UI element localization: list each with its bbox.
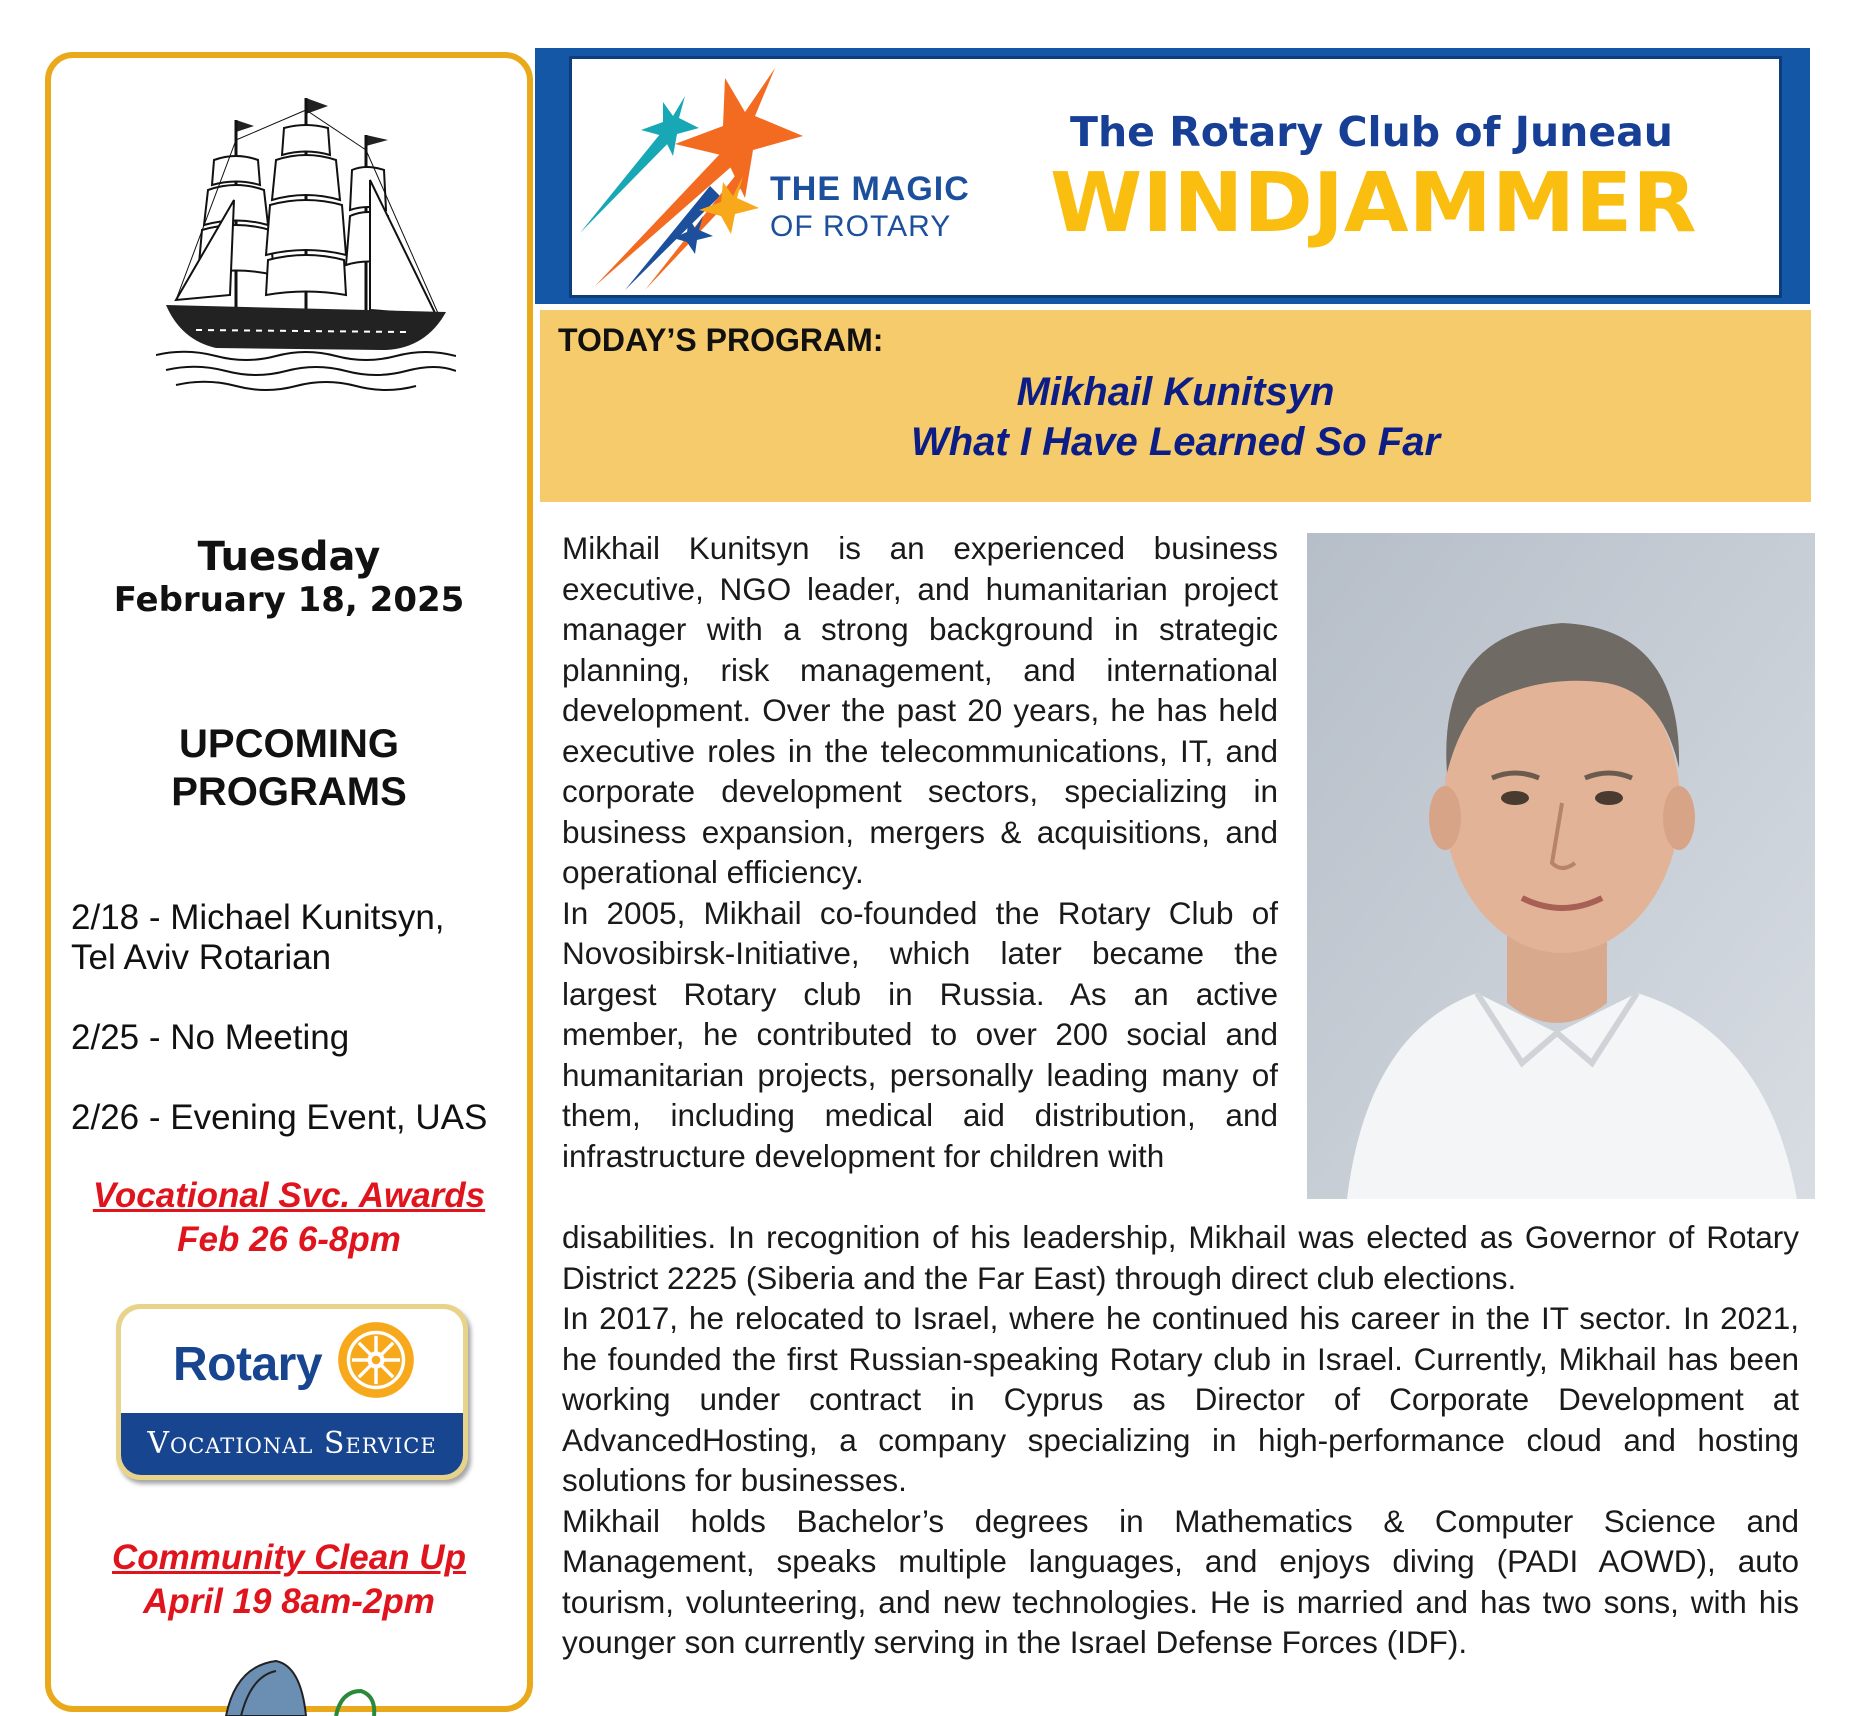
event-time: April 19 8am-2pm xyxy=(143,1582,435,1621)
rotary-wheel-icon xyxy=(333,1317,419,1403)
newsletter-title: WINDJAMMER xyxy=(1050,156,1697,251)
program-label: TODAY’S PROGRAM: xyxy=(558,322,884,358)
bio-paragraph: Mikhail Kunitsyn is an experienced business executive, NGO leader, and humanitarian project manager with a strong background in strategic planning, risk management, and international development. Over the past 20 years, he has held executive roles in the telecommunications, IT, and corporate development sectors, specializing in business expansion, mergers & acquisitions, and operational efficiency. xyxy=(562,530,1278,890)
upcoming-programs-heading xyxy=(51,720,527,816)
badge-rotary-word: Rotary xyxy=(173,1338,323,1391)
program-topic: What I Have Learned So Far xyxy=(910,420,1441,464)
badge-band-text: Vocational Service xyxy=(121,1413,463,1475)
todays-program-box xyxy=(540,310,1811,502)
sailing-ship-illustration xyxy=(156,80,456,400)
upcoming-heading-line1: UPCOMING xyxy=(179,722,399,766)
bio-paragraph: In 2005, Mikhail co-founded the Rotary Club of Novosibirsk-Initiative, which later became the largest Rotary club in Russia. As an active member, he contributed to over 200 social and humanitarian projects, personally leading many of them, including medical aid distribution, and infrastructure development for children with xyxy=(562,894,1278,1174)
event-time: Feb 26 6-8pm xyxy=(177,1220,401,1259)
upcoming-program-item xyxy=(71,1098,487,1138)
program-speaker: Mikhail Kunitsyn xyxy=(1016,370,1335,414)
speaker-photo xyxy=(1307,533,1815,1199)
program-item-line: 2/25 - No Meeting xyxy=(71,1018,350,1057)
bio-paragraph: Mikhail holds Bachelor’s degrees in Mathematics & Computer Science and Management, speaks multiple languages, and enjoys diving (PADI AOWD), auto tourism, volunteering, and new technologies. He is married and has two sons, with his younger son currently serving in the Israel Defense Forces (IDF). xyxy=(562,1502,1799,1660)
cleanup-illustration xyxy=(216,1656,396,1716)
meeting-date: February 18, 2025 xyxy=(113,580,465,620)
upcoming-heading-line2: PROGRAMS xyxy=(171,770,407,814)
program-item-line: 2/18 - Michael Kunitsyn, xyxy=(71,898,445,937)
upcoming-program-item xyxy=(71,898,445,978)
sidebar xyxy=(45,52,533,1712)
speaker-bio-full-width xyxy=(562,1217,1799,1663)
event-community-cleanup xyxy=(51,1536,527,1624)
vocational-service-badge xyxy=(116,1304,468,1480)
bio-paragraph: In 2017, he relocated to Israel, where he continued his career in the IT sector. In 2021, he founded the first Russian-speaking Rotary club in Israel. Currently, Mikhail has been working under contract in Cyprus as Director of Corporate Development at AdvancedHosting, a company specializing in high-performance cloud and hosting solutions for businesses. xyxy=(562,1300,1799,1498)
logo-text-line1: THE MAGIC xyxy=(770,170,970,208)
event-title: Vocational Svc. Awards xyxy=(92,1176,486,1215)
upcoming-program-item xyxy=(71,1018,349,1058)
logo-text-line2: OF ROTARY xyxy=(770,210,952,243)
bio-paragraph: disabilities. In recognition of his leadership, Mikhail was elected as Governor of Rotary District 2225 (Siberia and the Far East) through direct club elections. xyxy=(562,1219,1799,1296)
event-vocational-awards xyxy=(51,1174,527,1262)
club-title: The Rotary Club of Juneau xyxy=(1070,108,1673,156)
program-item-line: 2/26 - Evening Event, UAS xyxy=(71,1098,488,1137)
meeting-day: Tuesday xyxy=(197,534,381,580)
event-title: Community Clean Up xyxy=(112,1538,466,1577)
speaker-bio-column xyxy=(562,528,1278,1176)
program-item-line: Tel Aviv Rotarian xyxy=(71,938,332,977)
